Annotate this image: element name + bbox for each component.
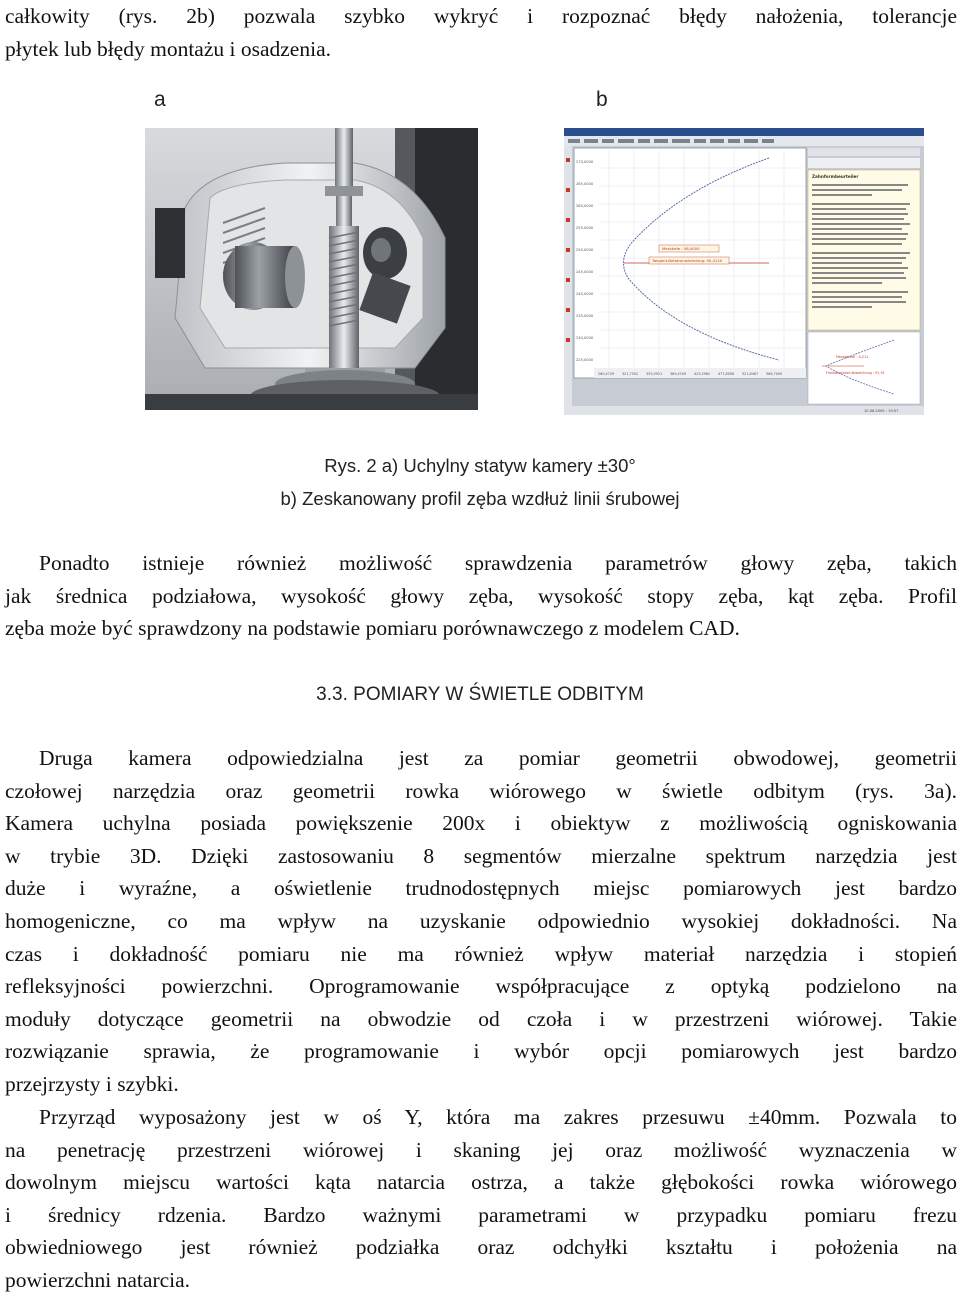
text-line: Druga kamera odpowiedzialna jest za pomiar geometrii obwodowej, geometrii: [39, 746, 957, 770]
text-line: zęba może być sprawdzony na podstawie pomiaru porównawczego z modelem CAD.: [5, 616, 740, 641]
y-tick: 260,0000: [576, 204, 594, 208]
small-measure-label: Messwinkel : 4,211: [836, 355, 869, 359]
text-line: powierzchni natarcia.: [5, 1267, 191, 1292]
x-tick: 521,6467: [742, 372, 759, 376]
profile-scan-screenshot: [564, 128, 924, 415]
y-tick: 270,0000: [576, 160, 594, 164]
figure-caption-line1: Rys. 2 a) Uchylny statyw kamery ±30°: [324, 455, 636, 476]
text-line: moduły dotyczące geometrii na obwodzie od czoła i w przestrzeni wiórowej. Takie: [5, 1006, 957, 1031]
x-tick: 260,4729: [598, 372, 615, 376]
figure-caption-line2: b) Zeskanowany profil zęba wzdłuż linii śrubowej: [280, 488, 680, 509]
text-line: rozwiązanie sprawia, że programowanie i wybór opcji pomiarowych jest bardzo: [5, 1039, 957, 1064]
small-angle-label: Flankenwinkel-Abweichung : 91,91: [826, 371, 885, 375]
text-line: na penetrację przestrzeni wiórowej i skaning jej oraz możliwość wyznaczenia w: [5, 1137, 957, 1162]
text-line: dowolnym miejscu wartości kąta natarcia ostrza, a także głębokości rowka wiórowego: [5, 1170, 957, 1195]
text-line: przejrzysty i szybki.: [5, 1071, 179, 1096]
y-tick: 245,0000: [576, 270, 594, 274]
text-line: płytek lub błędy montażu i osadzenia.: [5, 36, 331, 61]
x-tick: 355,9921: [646, 372, 663, 376]
panel-title: Zahnformbeurteiler: [812, 174, 859, 179]
text-line: czołowej narzędzia oraz geometrii rowka wiórowego w świetle odbitym (rys. 3a).: [5, 778, 957, 803]
y-tick: 230,0000: [576, 336, 594, 340]
paragraph-head-parameters: [5, 547, 957, 645]
angle-label: Tangent-Betatronwinkelung: 90,4120: [652, 258, 723, 263]
text-line: Przyrząd wyposażony jest w oś Y, która ma zakres przesuwu ±40mm. Pozwala to: [39, 1105, 957, 1129]
y-tick: 225,0000: [576, 358, 594, 362]
x-tick: 425,5962: [694, 372, 711, 376]
x-tick: 566,7000: [766, 372, 783, 376]
camera-stand-photo: [145, 128, 478, 410]
text-line: homogeniczne, co ma wpływ na uzyskanie odpowiednio wysokiej dokładności. Na: [5, 908, 957, 933]
figure-label-b: b: [596, 88, 608, 111]
status-bar-time: 10.06.2009 : 19:57: [864, 409, 899, 413]
text-line: Kamera uchylna posiada powiększenie 200x i obiektyw z możliwością ogniskowania: [5, 811, 957, 836]
text-line: i średnicy rdzenia. Bardzo ważnymi parametrami w przypadku pomiaru frezu: [5, 1202, 957, 1227]
text-line: obwiedniowego jest również podziałka oraz odchyłki kształtu i położenia na: [5, 1235, 957, 1260]
text-line: całkowity (rys. 2b) pozwala szybko wykryć i rozpoznać błędy nałożenia, tolerancje: [5, 4, 957, 28]
x-tick: 477,8008: [718, 372, 735, 376]
paragraph-reflected-light: [5, 742, 957, 1101]
y-tick: 235,0000: [576, 314, 594, 318]
y-tick: 250,0000: [576, 248, 594, 252]
x-tick: 389,4109: [670, 372, 687, 376]
y-tick: 240,0000: [576, 292, 594, 296]
y-tick: 265,0000: [576, 182, 594, 186]
y-tick: 255,0000: [576, 226, 594, 230]
x-tick: 321,7502: [622, 372, 639, 376]
text-line: Ponadto istnieje również możliwość sprawdzenia parametrów głowy zęba, takich: [39, 551, 957, 575]
text-line: jak średnica podziałowa, wysokość głowy zęba, wysokość stopy zęba, kąt zęba. Profil: [5, 583, 957, 608]
text-line: refleksyjności powierzchni. Oprogramowanie współpracujące z optyką podzielono na: [5, 974, 957, 999]
section-heading: 3.3. POMIARY W ŚWIETLE ODBITYM: [316, 684, 644, 705]
intro-paragraph: [5, 0, 957, 65]
figure-label-a: a: [154, 88, 166, 111]
measure-label: Messtiefe : 58,0000: [662, 246, 700, 251]
paragraph-y-axis: [5, 1101, 957, 1297]
text-line: w trybie 3D. Dzięki zastosowaniu 8 segmentów mierzalne spektrum narzędzia jest: [5, 843, 957, 868]
text-line: czas i dokładność pomiaru nie ma również wpływ materiał narzędzia i stopień: [5, 941, 957, 966]
text-line: duże i wyraźne, a oświetlenie trudnodostępnych miejsc pomiarowych jest bardzo: [5, 876, 957, 901]
